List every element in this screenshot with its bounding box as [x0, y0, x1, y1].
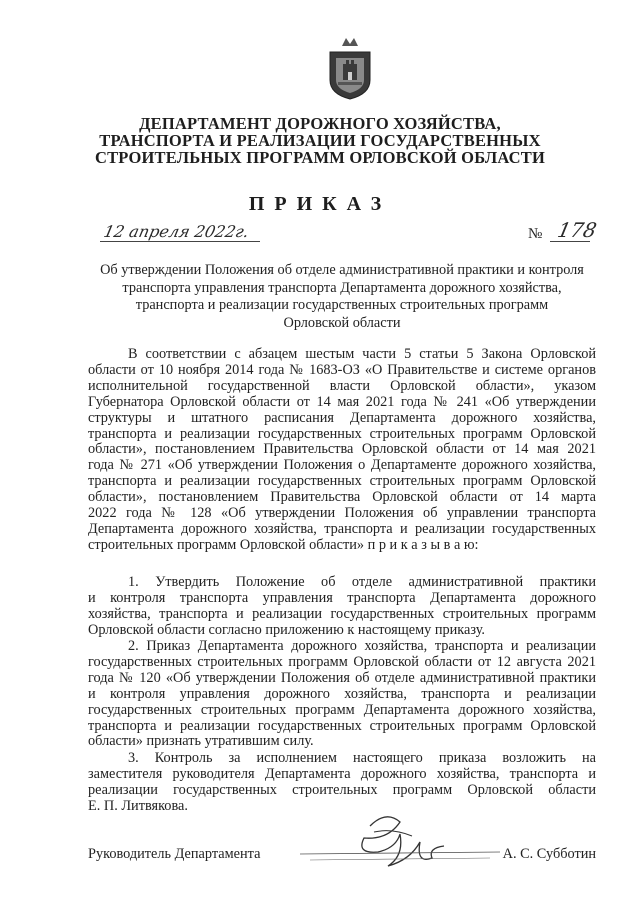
paragraph-line: транспорта и реализации государственных строительных программ Орловской — [88, 473, 596, 490]
document-type-title: ПРИКАЗ — [248, 193, 392, 215]
subject-line: транспорта и реализации государственных строительных программ — [135, 297, 549, 313]
item-3-paragraph — [88, 751, 596, 815]
signatory-title: Руководитель Департамента — [88, 846, 261, 862]
paragraph-line: реализации государственных строительных программ Орловской области — [88, 781, 596, 798]
signature-block — [88, 846, 596, 866]
paragraph-line: хозяйства, транспорта и реализации государственных строительных программ — [88, 605, 596, 622]
paragraph-line: года № 120 «Об утверждении Положения об отделе административной практики — [88, 669, 596, 686]
subject-line: Орловской области — [283, 314, 401, 331]
paragraph-line: структуры и штатного расписания Департамента дорожного хозяйства, — [88, 409, 596, 426]
paragraph-line: В соответствии с абзацем шестым части 5 статьи 5 Закона Орловской — [128, 346, 596, 362]
paragraph-line: исполнительной государственной власти Орловской области», указом — [88, 377, 596, 394]
paragraph-line: государственных строительных программ Орловской области от 12 августа 2021 — [88, 653, 596, 670]
paragraph-line: 1. Утвердить Положение об отделе административной практики — [128, 574, 596, 590]
paragraph-line: транспорта и реализации государственных строительных программ Орловской — [88, 425, 596, 442]
paragraph-line: области» признать утратившим силу. — [88, 733, 314, 750]
number-sign: № — [528, 226, 543, 242]
department-name-line: СТРОИТЕЛЬНЫХ ПРОГРАММ ОРЛОВСКОЙ ОБЛАСТИ — [94, 148, 546, 167]
item-2-paragraph — [88, 639, 596, 750]
paragraph-line: и контроля управления дорожного хозяйства, транспорта и реализации — [88, 685, 596, 702]
paragraph-line: Губернатора Орловской области от 14 мая 2021 года № 241 «Об утверждении — [88, 393, 596, 410]
subject-line: Об утверждении Положения об отделе административной практики и контроля — [100, 262, 584, 278]
paragraph-line: области от 10 ноября 2014 года № 1683-ОЗ «О Правительстве и системе органов — [88, 361, 596, 378]
paragraph-line: 3. Контроль за исполнением настоящего приказа возложить на — [128, 750, 596, 766]
department-name-line: ДЕПАРТАМЕНТ ДОРОЖНОГО ХОЗЯЙСТВА, — [139, 114, 501, 133]
paragraph-line: транспорта и реализации государственных строительных программ Орловской — [88, 717, 596, 734]
department-name-line: ТРАНСПОРТА И РЕАЛИЗАЦИИ ГОСУДАРСТВЕННЫХ — [99, 131, 541, 150]
handwritten-signature — [300, 808, 500, 878]
order-number — [528, 218, 599, 244]
signatory-name: А. С. Субботин — [502, 846, 596, 862]
paragraph-line: Е. П. Литвякова. — [88, 797, 188, 814]
paragraph-line: области», постановлением Правительства Орловской области от 14 мая 2021 — [88, 441, 596, 458]
paragraph-line: государственных строительных программ Департамента дорожного хозяйства, — [88, 701, 596, 718]
paragraph-line: и контроля транспорта управления транспорта Департамента дорожного — [88, 589, 596, 606]
order-number-handwritten: 178 — [555, 218, 599, 242]
subject-line: транспорта управления транспорта Департамента дорожного хозяйства, — [122, 279, 562, 296]
paragraph-line: заместителя руководителя Департамента дорожного хозяйства, транспорта и — [88, 765, 596, 782]
order-date — [100, 222, 260, 244]
order-date-handwritten: 12 апреля 2022г. — [101, 222, 251, 241]
paragraph-line: года № 271 «Об утверждении Положения о Департаменте дорожного хозяйства, — [88, 457, 596, 474]
paragraph-line: Орловской области согласно приложению к настоящему приказу. — [88, 621, 486, 638]
order-subject — [80, 262, 604, 332]
preamble-paragraph — [88, 347, 596, 554]
paragraph-line: области», постановлением Правительства Орловской области от 14 марта — [88, 489, 596, 506]
paragraph-line: Департамента дорожного хозяйства, транспорта и реализации государственных — [88, 520, 596, 537]
paragraph-line: строительных программ Орловской области» п р и к а з ы в а ю: — [88, 536, 479, 553]
paragraph-line: 2. Приказ Департамента дорожного хозяйства, транспорта и реализации — [128, 638, 596, 654]
paragraph-line: 2022 года № 128 «Об утверждении Положения об управлении транспорта — [88, 505, 596, 522]
item-1-paragraph — [88, 575, 596, 639]
coat-of-arms-icon — [326, 36, 374, 100]
